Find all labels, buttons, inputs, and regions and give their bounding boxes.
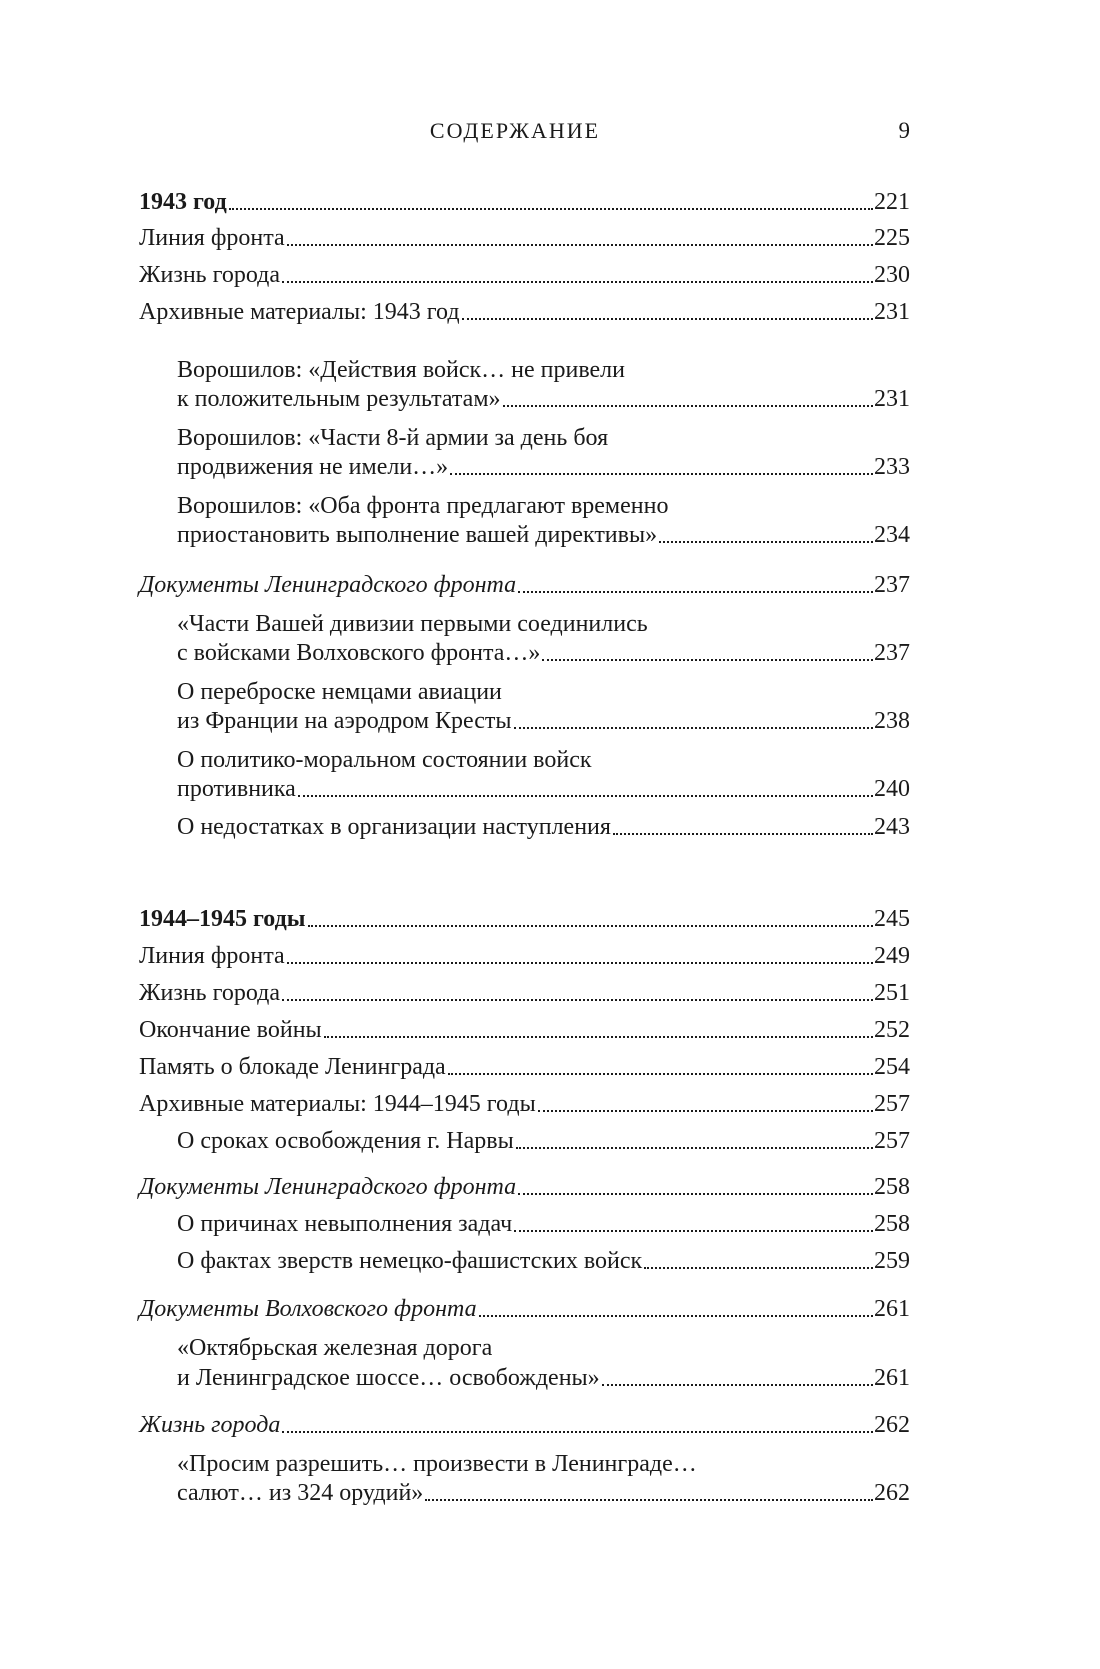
toc-subentry-voroshilov-1[interactable] <box>177 378 910 414</box>
toc-title: 1943 год <box>139 189 227 215</box>
toc-page-ref: 259 <box>874 1248 910 1274</box>
dot-leader <box>479 1315 873 1317</box>
dot-leader <box>518 1193 873 1195</box>
toc-subentry-doc-1[interactable] <box>177 632 910 668</box>
toc-page-ref: 243 <box>874 814 910 840</box>
toc-subentry-doc-2[interactable] <box>177 700 910 736</box>
toc-entry-war-end[interactable] <box>139 1009 910 1045</box>
toc-title: с войсками Волховского фронта…» <box>177 640 541 666</box>
toc-page-ref: 233 <box>874 454 910 480</box>
dot-leader <box>503 405 873 407</box>
toc-title: Линия фронта <box>139 943 285 969</box>
toc-entry-archive[interactable] <box>139 291 910 327</box>
toc-title: приостановить выполнение вашей директивы» <box>177 522 658 548</box>
toc-title: Документы Ленинградского фронта <box>139 572 517 598</box>
toc-subentry-voroshilov-3[interactable] <box>177 514 910 550</box>
toc-subentry-voroshilov-1-line1[interactable]: Ворошилов: «Действия войск… не привели <box>177 357 625 383</box>
toc-page-ref: 240 <box>874 776 910 802</box>
toc-entry-volkhov-front-docs[interactable] <box>139 1288 910 1324</box>
toc-title: салют… из 324 орудий» <box>177 1480 424 1506</box>
toc-subentry-railway-line1[interactable]: «Октябрьская железная дорога <box>177 1335 493 1361</box>
toc-subentry-doc-2-line1[interactable]: О переброске немцами авиации <box>177 679 502 705</box>
toc-title: О недостатках в организации наступления <box>177 814 611 840</box>
toc-page-ref: 258 <box>874 1211 910 1237</box>
toc-subentry-doc-1-line1[interactable]: «Части Вашей дивизии первыми соединились <box>177 611 648 637</box>
toc-page-ref: 261 <box>874 1296 910 1322</box>
toc-subentry-reasons[interactable] <box>177 1203 910 1239</box>
dot-leader <box>518 591 873 593</box>
dot-leader <box>462 318 873 320</box>
dot-leader <box>514 727 873 729</box>
toc-title: Жизнь города <box>139 262 281 288</box>
toc-title: из Франции на аэродром Кресты <box>177 708 512 734</box>
toc-title: О причинах невыполнения задач <box>177 1211 513 1237</box>
dot-leader <box>282 281 873 283</box>
dot-leader <box>298 795 873 797</box>
toc-page-ref: 230 <box>874 262 910 288</box>
dot-leader <box>287 244 873 246</box>
dot-leader <box>450 473 873 475</box>
toc-entry-front-line[interactable] <box>139 935 910 971</box>
toc-subentry-voroshilov-2[interactable] <box>177 446 910 482</box>
dot-leader <box>282 1431 873 1433</box>
toc-page-ref: 257 <box>874 1128 910 1154</box>
toc-title: Жизнь города <box>139 980 281 1006</box>
dot-leader <box>659 541 873 543</box>
toc-entry-city-life[interactable] <box>139 254 910 290</box>
toc-entry-leningrad-front-docs[interactable] <box>139 1166 910 1202</box>
toc-page-ref: 251 <box>874 980 910 1006</box>
toc-entry-archive[interactable] <box>139 1083 910 1119</box>
dot-leader <box>324 1036 873 1038</box>
toc-page-ref: 252 <box>874 1017 910 1043</box>
running-head <box>0 118 1100 148</box>
dot-leader <box>613 833 873 835</box>
toc-title: 1944–1945 годы <box>139 906 306 932</box>
toc-subentry-narva[interactable] <box>177 1120 910 1156</box>
toc-page-ref: 234 <box>874 522 910 548</box>
toc-page-ref: 238 <box>874 708 910 734</box>
toc-page-ref: 245 <box>874 906 910 932</box>
toc-title: и Ленинградское шоссе… освобождены» <box>177 1365 600 1391</box>
dot-leader <box>542 659 873 661</box>
toc-title: Документы Ленинградского фронта <box>139 1174 517 1200</box>
dot-leader <box>282 999 873 1001</box>
toc-page-ref: 231 <box>874 299 910 325</box>
toc-title: к положительным результатам» <box>177 386 501 412</box>
toc-title: Линия фронта <box>139 225 285 251</box>
toc-title: Память о блокаде Ленинграда <box>139 1054 446 1080</box>
toc-page-ref: 237 <box>874 572 910 598</box>
toc-title: Архивные материалы: 1944–1945 годы <box>139 1091 536 1117</box>
dot-leader <box>514 1230 873 1232</box>
toc-heading-1943[interactable] <box>139 181 910 217</box>
toc-page-ref: 261 <box>874 1365 910 1391</box>
toc-page-ref: 262 <box>874 1412 910 1438</box>
toc-title: Документы Волховского фронта <box>139 1296 477 1322</box>
dot-leader <box>229 208 873 210</box>
toc-title: продвижения не имели…» <box>177 454 449 480</box>
toc-subentry-doc-3[interactable] <box>177 768 910 804</box>
dot-leader <box>308 925 874 927</box>
toc-page-ref: 257 <box>874 1091 910 1117</box>
toc-entry-city-life-italic[interactable] <box>139 1404 910 1440</box>
toc-entry-leningrad-front-docs[interactable] <box>139 564 910 600</box>
toc-page-ref: 237 <box>874 640 910 666</box>
toc-page-ref: 262 <box>874 1480 910 1506</box>
dot-leader <box>538 1110 873 1112</box>
toc-page-ref: 249 <box>874 943 910 969</box>
toc-page-ref: 231 <box>874 386 910 412</box>
toc-entry-blockade-memory[interactable] <box>139 1046 910 1082</box>
toc-subentry-doc-4[interactable] <box>177 806 910 842</box>
dot-leader <box>602 1384 873 1386</box>
toc-title: О фактах зверств немецко-фашистских войск <box>177 1248 643 1274</box>
toc-title: О сроках освобождения г. Нарвы <box>177 1128 514 1154</box>
toc-heading-1944-1945[interactable] <box>139 898 910 934</box>
toc-subentry-voroshilov-3-line1[interactable]: Ворошилов: «Оба фронта предлагают временно <box>177 493 669 519</box>
toc-title: Жизнь города <box>139 1412 281 1438</box>
toc-subentry-salute[interactable] <box>177 1472 910 1508</box>
dot-leader <box>425 1499 873 1501</box>
toc-subentry-atrocities[interactable] <box>177 1240 910 1276</box>
toc-page-ref: 254 <box>874 1054 910 1080</box>
toc-page-ref: 225 <box>874 225 910 251</box>
toc-subentry-railway[interactable] <box>177 1357 910 1393</box>
toc-page-ref: 258 <box>874 1174 910 1200</box>
running-head-title: СОДЕРЖАНИЕ <box>429 118 601 143</box>
toc-subentry-voroshilov-2-line1[interactable]: Ворошилов: «Части 8-й армии за день боя <box>177 425 609 451</box>
dot-leader <box>448 1073 873 1075</box>
toc-title: противника <box>177 776 296 802</box>
dot-leader <box>516 1147 873 1149</box>
dot-leader <box>644 1267 873 1269</box>
toc-entry-front-line[interactable] <box>139 217 910 253</box>
toc-page-ref: 221 <box>874 189 910 215</box>
dot-leader <box>287 962 873 964</box>
toc-subentry-doc-3-line1[interactable]: О политико-моральном состоянии войск <box>177 747 592 773</box>
toc-entry-city-life[interactable] <box>139 972 910 1008</box>
toc-title: Окончание войны <box>139 1017 322 1043</box>
page-number: 9 <box>898 118 910 143</box>
toc-title: Архивные материалы: 1943 год <box>139 299 460 325</box>
toc-subentry-salute-line1[interactable]: «Просим разрешить… произвести в Ленинграде… <box>177 1451 697 1477</box>
